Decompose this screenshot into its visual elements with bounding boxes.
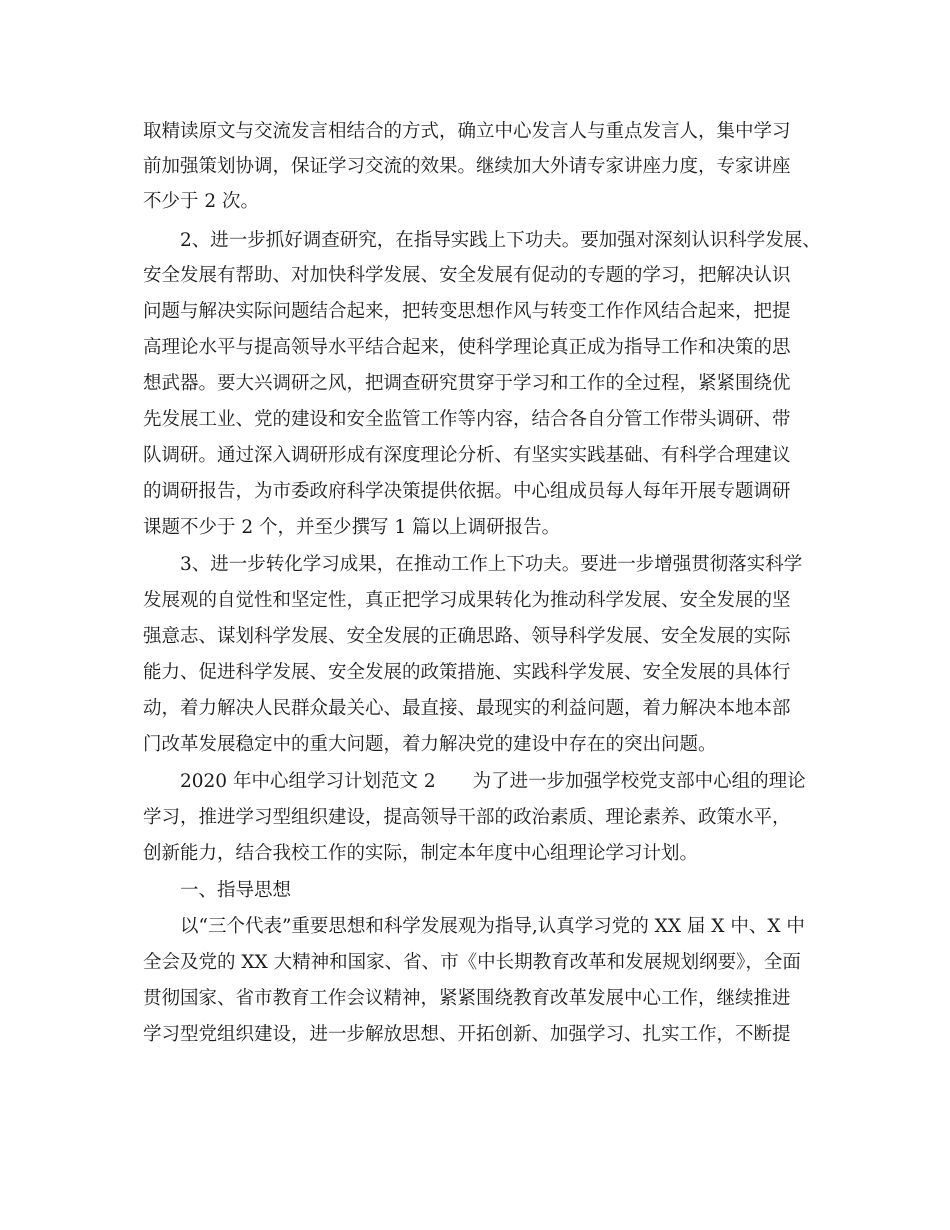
text-line: 取精读原文与交流发言相结合的方式，确立中心发言人与重点发言人，集中学习: [143, 121, 791, 142]
section-heading: 一、指导思想: [180, 880, 292, 901]
text-line: 安全发展有帮助、对加快科学发展、安全发展有促动的专题的学习，把解决认识: [143, 265, 791, 286]
text-line: 强意志、谋划科学发展、安全发展的正确思路、领导科学发展、安全发展的实际: [143, 626, 791, 647]
text-line: 门改革发展稳定中的重大问题，着力解决党的建设中存在的突出问题。: [143, 734, 717, 755]
text-line: 高理论水平与提高领导水平结合起来，使科学理论真正成为指导工作和决策的思: [143, 337, 791, 358]
text-line: 学习型党组织建设，进一步解放思想、开拓创新、加强学习、扎实工作，不断提: [143, 1024, 791, 1045]
text-line: 发展观的自觉性和坚定性，真正把学习成果转化为推动科学发展、安全发展的坚: [143, 590, 791, 611]
text-line: 贯彻国家、省市教育工作会议精神，紧紧围绕教育改革发展中心工作，继续推进: [143, 988, 791, 1009]
text-line: 前加强策划协调，保证学习交流的效果。继续加大外请专家讲座力度，专家讲座: [143, 156, 791, 177]
text-line: 动，着力解决人民群众最关心、最直接、最现实的利益问题，着力解决本地本部: [143, 698, 791, 719]
paragraph-start-line: 3、进一步转化学习成果，在推动工作上下功夫。要进一步增强贯彻落实科学: [180, 554, 803, 575]
paragraph-start-line: 2020 年中心组学习计划范文 2 为了进一步加强学校党支部中心组的理论: [180, 771, 806, 792]
text-line: 全会及党的 XX 大精神和国家、省、市《中长期教育改革和发展规划纲要》，全面: [143, 952, 801, 973]
text-line: 不少于 2 次。: [143, 191, 260, 212]
text-line: 学习，推进学习型组织建设，提高领导干部的政治素质、理论素养、政策水平，: [143, 807, 791, 828]
paragraph-start-line: 以“三个代表”重要思想和科学发展观为指导,认真学习党的 XX 届 X 中、X 中: [180, 916, 805, 937]
text-line: 能力、促进科学发展、安全发展的政策措施、实践科学发展、安全发展的具体行: [143, 662, 791, 683]
text-line: 队调研。通过深入调研形成有深度理论分析、有坚实实践基础、有科学合理建议: [143, 445, 791, 466]
text-line: 课题不少于 2 个，并至少撰写 1 篇以上调研报告。: [143, 517, 561, 538]
paragraph-start-line: 2、进一步抓好调查研究，在指导实践上下功夫。要加强对深刻认识科学发展、: [180, 230, 821, 251]
text-line: 想武器。要大兴调研之风，把调查研究贯穿于学习和工作的全过程，紧紧围绕优: [143, 373, 791, 394]
text-line: 的调研报告，为市委政府科学决策提供依据。中心组成员每人每年开展专题调研: [143, 481, 791, 502]
text-line: 先发展工业、党的建设和安全监管工作等内容，结合各自分管工作带头调研、带: [143, 409, 791, 430]
text-line: 问题与解决实际问题结合起来，把转变思想作风与转变工作作风结合起来，把提: [143, 301, 791, 322]
text-line: 创新能力，结合我校工作的实际，制定本年度中心组理论学习计划。: [143, 843, 699, 864]
